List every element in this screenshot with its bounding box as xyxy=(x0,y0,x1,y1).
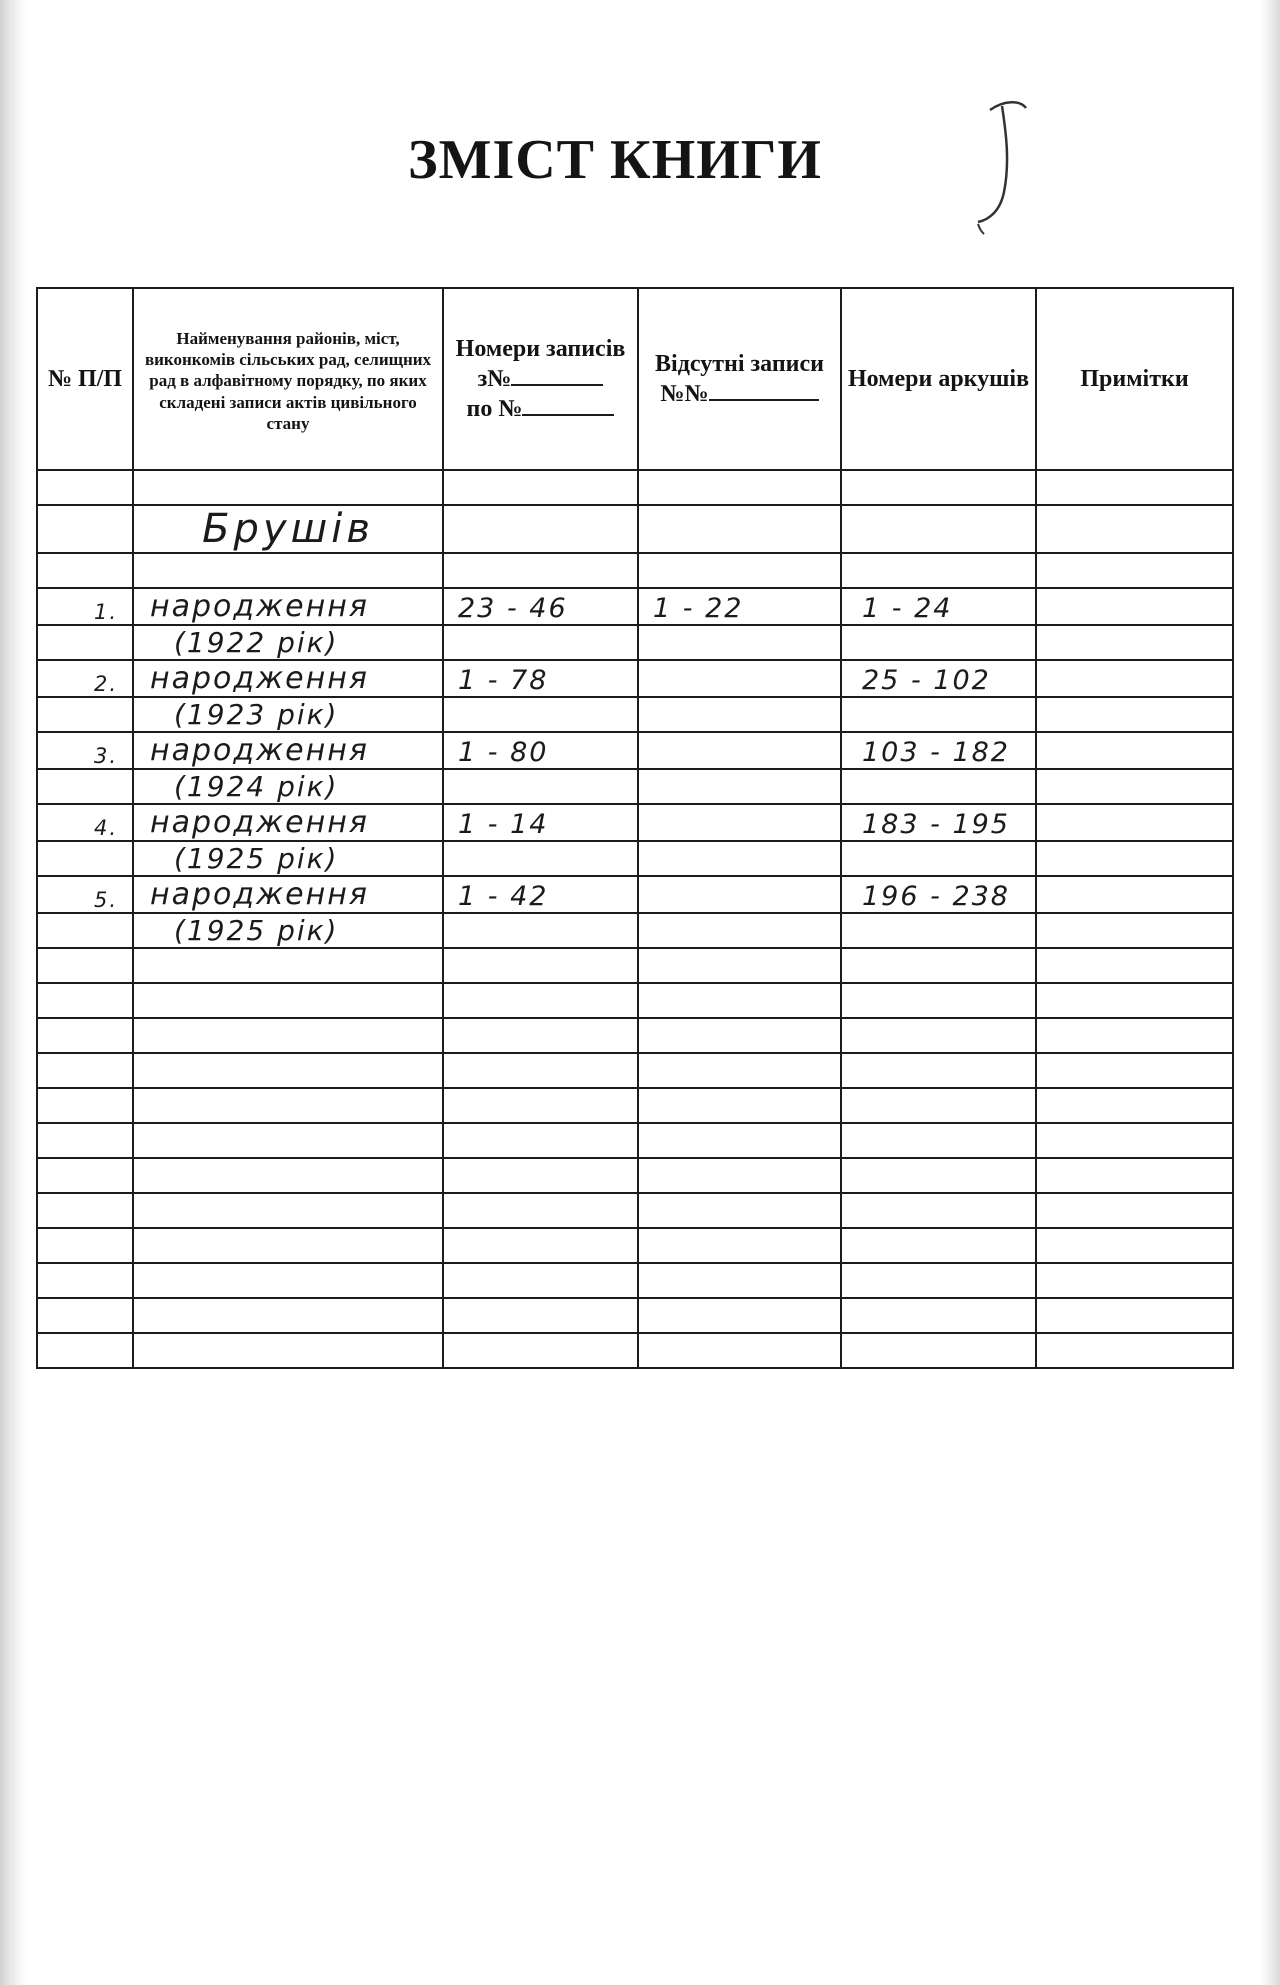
entry-number: 5. xyxy=(37,876,133,913)
table-row xyxy=(37,625,1233,660)
entry-number: 3. xyxy=(37,732,133,769)
empty-row xyxy=(37,1263,1233,1298)
header-sheet-numbers: Номери аркушів xyxy=(841,288,1036,470)
table-row xyxy=(37,876,1233,913)
entry-missing xyxy=(638,876,841,913)
table-row xyxy=(37,732,1233,769)
empty-row xyxy=(37,983,1233,1018)
record-from-label: з№ xyxy=(444,364,637,394)
entry-number: 1. xyxy=(37,588,133,625)
table-row xyxy=(37,697,1233,732)
entry-records: 1 - 78 xyxy=(443,660,638,697)
table-header-row xyxy=(37,288,1233,470)
empty-row xyxy=(37,1158,1233,1193)
header-missing-records: Відсутні записи №№ xyxy=(638,288,841,470)
entry-name: народження xyxy=(133,732,443,769)
entry-year: (1922 рік) xyxy=(133,625,443,660)
table-row xyxy=(37,804,1233,841)
record-to-label: по № xyxy=(444,394,637,424)
entry-year: (1923 рік) xyxy=(133,697,443,732)
empty-row xyxy=(37,1193,1233,1228)
entry-number: 4. xyxy=(37,804,133,841)
entry-sheets: 25 - 102 xyxy=(841,660,1036,697)
table-row xyxy=(37,769,1233,804)
place-name: Брушів xyxy=(133,505,443,553)
empty-row xyxy=(37,1053,1233,1088)
table-row xyxy=(37,913,1233,948)
entry-year: (1925 рік) xyxy=(133,841,443,876)
header-notes: Примітки xyxy=(1036,288,1233,470)
header-number: № П/П xyxy=(37,288,133,470)
table-row xyxy=(37,660,1233,697)
empty-row xyxy=(37,1088,1233,1123)
empty-row xyxy=(37,1298,1233,1333)
entry-year: (1925 рік) xyxy=(133,913,443,948)
page-title: ЗМІСТ КНИГИ xyxy=(408,129,822,191)
empty-row xyxy=(37,1333,1233,1368)
entry-records: 1 - 80 xyxy=(443,732,638,769)
table-row xyxy=(37,470,1233,505)
table-row xyxy=(37,505,1233,553)
missing-nums-label: №№ xyxy=(639,379,840,409)
book-binding-edge xyxy=(0,0,26,1985)
entry-sheets: 196 - 238 xyxy=(841,876,1036,913)
table-row xyxy=(37,588,1233,625)
entry-records: 23 - 46 xyxy=(443,588,638,625)
entry-missing xyxy=(638,732,841,769)
entry-missing xyxy=(638,660,841,697)
table-row xyxy=(37,553,1233,588)
entry-name: народження xyxy=(133,660,443,697)
empty-row xyxy=(37,1018,1233,1053)
entry-name: народження xyxy=(133,876,443,913)
entry-records: 1 - 14 xyxy=(443,804,638,841)
entry-name: народження xyxy=(133,804,443,841)
empty-row xyxy=(37,1123,1233,1158)
empty-row xyxy=(37,1228,1233,1263)
entry-sheets: 1 - 24 xyxy=(841,588,1036,625)
page-right-edge xyxy=(1260,0,1280,1985)
entry-missing xyxy=(638,804,841,841)
empty-row xyxy=(37,948,1233,983)
entry-records: 1 - 42 xyxy=(443,876,638,913)
entry-missing: 1 - 22 xyxy=(638,588,841,625)
entry-sheets: 183 - 195 xyxy=(841,804,1036,841)
header-record-numbers: Номери записів з№ по № xyxy=(443,288,638,470)
entry-year: (1924 рік) xyxy=(133,769,443,804)
entry-name: народження xyxy=(133,588,443,625)
table-row xyxy=(37,841,1233,876)
header-names: Найменування районів, міст, виконкомів сільських рад, селищних рад в алфавітному порядку, по яких складені записи актів цивільного стану xyxy=(133,288,443,470)
entry-number: 2. xyxy=(37,660,133,697)
book-contents-table xyxy=(36,287,1234,1369)
handwritten-page-mark xyxy=(970,92,1030,242)
entry-sheets: 103 - 182 xyxy=(841,732,1036,769)
